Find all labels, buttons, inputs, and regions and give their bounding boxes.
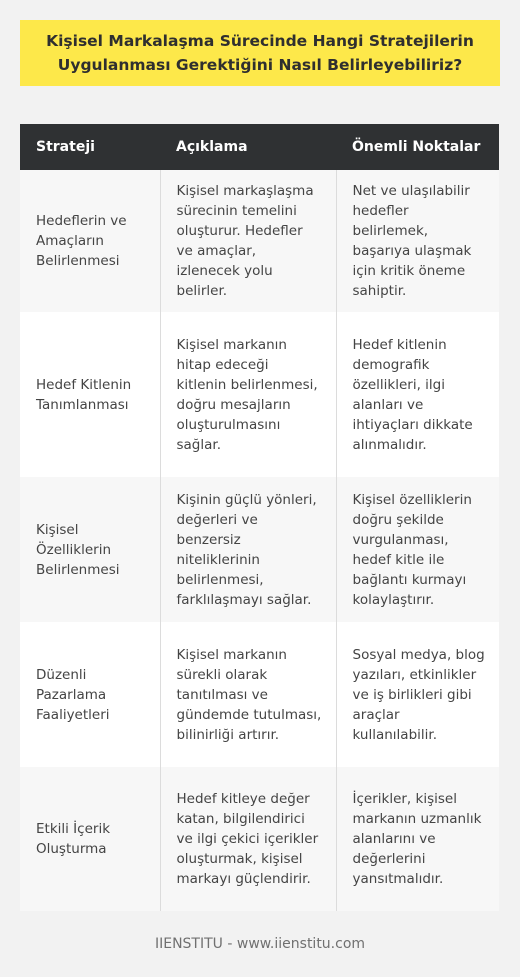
- title-banner: [20, 20, 500, 86]
- description-cell: Kişinin güçlü yönleri, değerleri ve benzersiz niteliklerinin belirlenmesi, farklılaşmayı sağlar.: [160, 477, 336, 622]
- table-row: [20, 170, 499, 312]
- key-points-cell: Net ve ulaşılabilir hedefler belirlemek, başarıya ulaşmak için kritik öneme sahiptir.: [336, 170, 499, 312]
- table-row: [20, 312, 499, 477]
- strategy-cell: Kişisel Özelliklerin Belirlenmesi: [20, 477, 160, 622]
- key-points-cell: Hedef kitlenin demografik özellikleri, ilgi alanları ve ihtiyaçları dikkate alınmalıdır.: [336, 312, 499, 477]
- key-points-cell: Kişisel özelliklerin doğru şekilde vurgulanması, hedef kitle ile bağlantı kurmayı kolaylaştırır.: [336, 477, 499, 622]
- strategy-table: [20, 124, 499, 911]
- description-cell: Kişisel markanın sürekli olarak tanıtılması ve gündemde tutulması, bilinirliği artırır.: [160, 622, 336, 767]
- strategy-cell: Etkili İçerik Oluşturma: [20, 767, 160, 911]
- column-header-strategy: Strateji: [20, 124, 160, 170]
- column-header-key-points: Önemli Noktalar: [336, 124, 499, 170]
- table-header-row: [20, 124, 499, 170]
- table-row: [20, 622, 499, 767]
- strategy-cell: Hedeflerin ve Amaçların Belirlenmesi: [20, 170, 160, 312]
- page-title: Kişisel Markalaşma Sürecinde Hangi Stratejilerin Uygulanması Gerektiğini Nasıl Belirleyebiliriz?: [46, 32, 474, 74]
- key-points-cell: Sosyal medya, blog yazıları, etkinlikler ve iş birlikleri gibi araçlar kullanılabilir.: [336, 622, 499, 767]
- table-row: [20, 477, 499, 622]
- column-header-description: Açıklama: [160, 124, 336, 170]
- strategy-cell: Düzenli Pazarlama Faaliyetleri: [20, 622, 160, 767]
- strategy-cell: Hedef Kitlenin Tanımlanması: [20, 312, 160, 477]
- description-cell: Kişisel markanın hitap edeceği kitlenin belirlenmesi, doğru mesajların oluşturulmasını sağlar.: [160, 312, 336, 477]
- table-row: [20, 767, 499, 911]
- footer-credit: IIENSTITU - www.iienstitu.com: [154, 936, 366, 952]
- description-cell: Kişisel markaşlaşma sürecinin temelini oluşturur. Hedefler ve amaçlar, izlenecek yolu belirler.: [160, 170, 336, 312]
- description-cell: Hedef kitleye değer katan, bilgilendirici ve ilgi çekici içerikler oluşturmak, kişisel markayı güçlendirir.: [160, 767, 336, 911]
- key-points-cell: İçerikler, kişisel markanın uzmanlık alanlarını ve değerlerini yansıtmalıdır.: [336, 767, 499, 911]
